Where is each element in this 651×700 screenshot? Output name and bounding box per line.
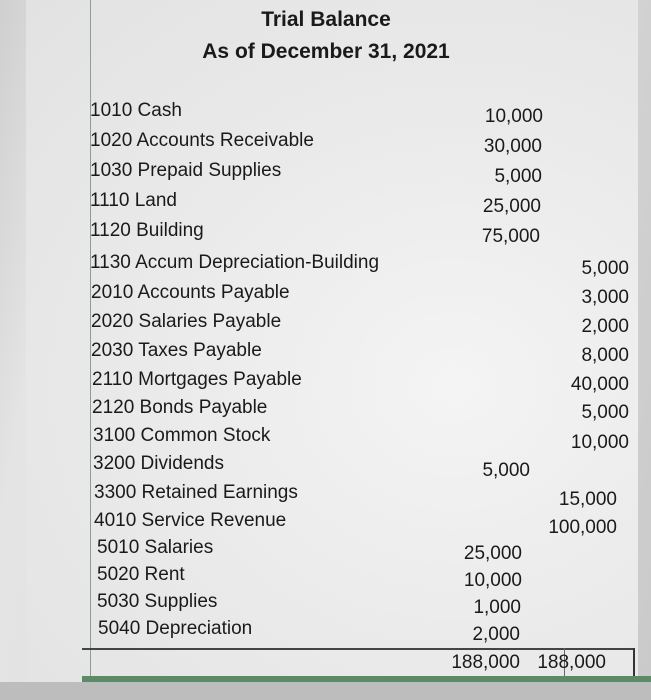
account-name: 5020 Rent xyxy=(97,564,185,585)
account-name: 3200 Dividends xyxy=(93,453,224,474)
account-name: 2110 Mortgages Payable xyxy=(92,369,302,390)
credit-amount: 8,000 xyxy=(581,345,629,366)
total-underline xyxy=(82,648,634,650)
credit-amount: 100,000 xyxy=(548,517,617,538)
debit-amount: 75,000 xyxy=(481,226,540,247)
account-name: 2020 Salaries Payable xyxy=(91,311,282,332)
debit-amount: 25,000 xyxy=(482,196,541,217)
debit-total: 188,000 xyxy=(451,652,520,673)
account-name: 1010 Cash xyxy=(90,100,182,121)
account-name: 2010 Accounts Payable xyxy=(91,282,290,303)
debit-amount: 25,000 xyxy=(463,543,522,564)
credit-amount: 5,000 xyxy=(581,258,629,279)
account-name: 3300 Retained Earnings xyxy=(94,482,298,503)
account-name: 1120 Building xyxy=(90,220,204,241)
debit-amount: 10,000 xyxy=(463,570,522,591)
account-name: 3100 Common Stock xyxy=(93,425,271,446)
account-name: 5030 Supplies xyxy=(97,591,218,612)
credit-total: 188,000 xyxy=(537,652,606,673)
credit-amount: 10,000 xyxy=(570,432,629,453)
account-name: 1030 Prepaid Supplies xyxy=(90,160,282,181)
debit-amount: 2,000 xyxy=(472,624,520,645)
credit-amount: 5,000 xyxy=(581,402,629,423)
debit-amount: 10,000 xyxy=(484,106,543,127)
debit-amount: 5,000 xyxy=(494,166,542,187)
account-name: 4010 Service Revenue xyxy=(94,510,287,531)
account-name: 2030 Taxes Payable xyxy=(91,340,262,361)
account-name: 2120 Bonds Payable xyxy=(92,397,268,418)
credit-amount: 15,000 xyxy=(558,489,617,510)
debit-amount: 1,000 xyxy=(473,597,521,618)
credit-amount: 3,000 xyxy=(581,287,629,308)
account-name: 5010 Salaries xyxy=(97,537,214,558)
account-name: 1110 Land xyxy=(90,190,177,211)
debit-amount: 30,000 xyxy=(483,136,542,157)
debit-amount: 5,000 xyxy=(482,460,530,481)
report-title: Trial Balance xyxy=(261,8,391,31)
photo-bottom-strip xyxy=(0,682,651,700)
account-name: 1020 Accounts Receivable xyxy=(90,130,314,151)
credit-amount: 2,000 xyxy=(581,316,629,337)
account-name: 1130 Accum Depreciation-Building xyxy=(90,252,380,273)
report-date: As of December 31, 2021 xyxy=(202,40,450,63)
credit-amount: 40,000 xyxy=(570,374,629,395)
trial-balance-sheet xyxy=(26,0,638,700)
account-name: 5040 Depreciation xyxy=(98,618,253,639)
